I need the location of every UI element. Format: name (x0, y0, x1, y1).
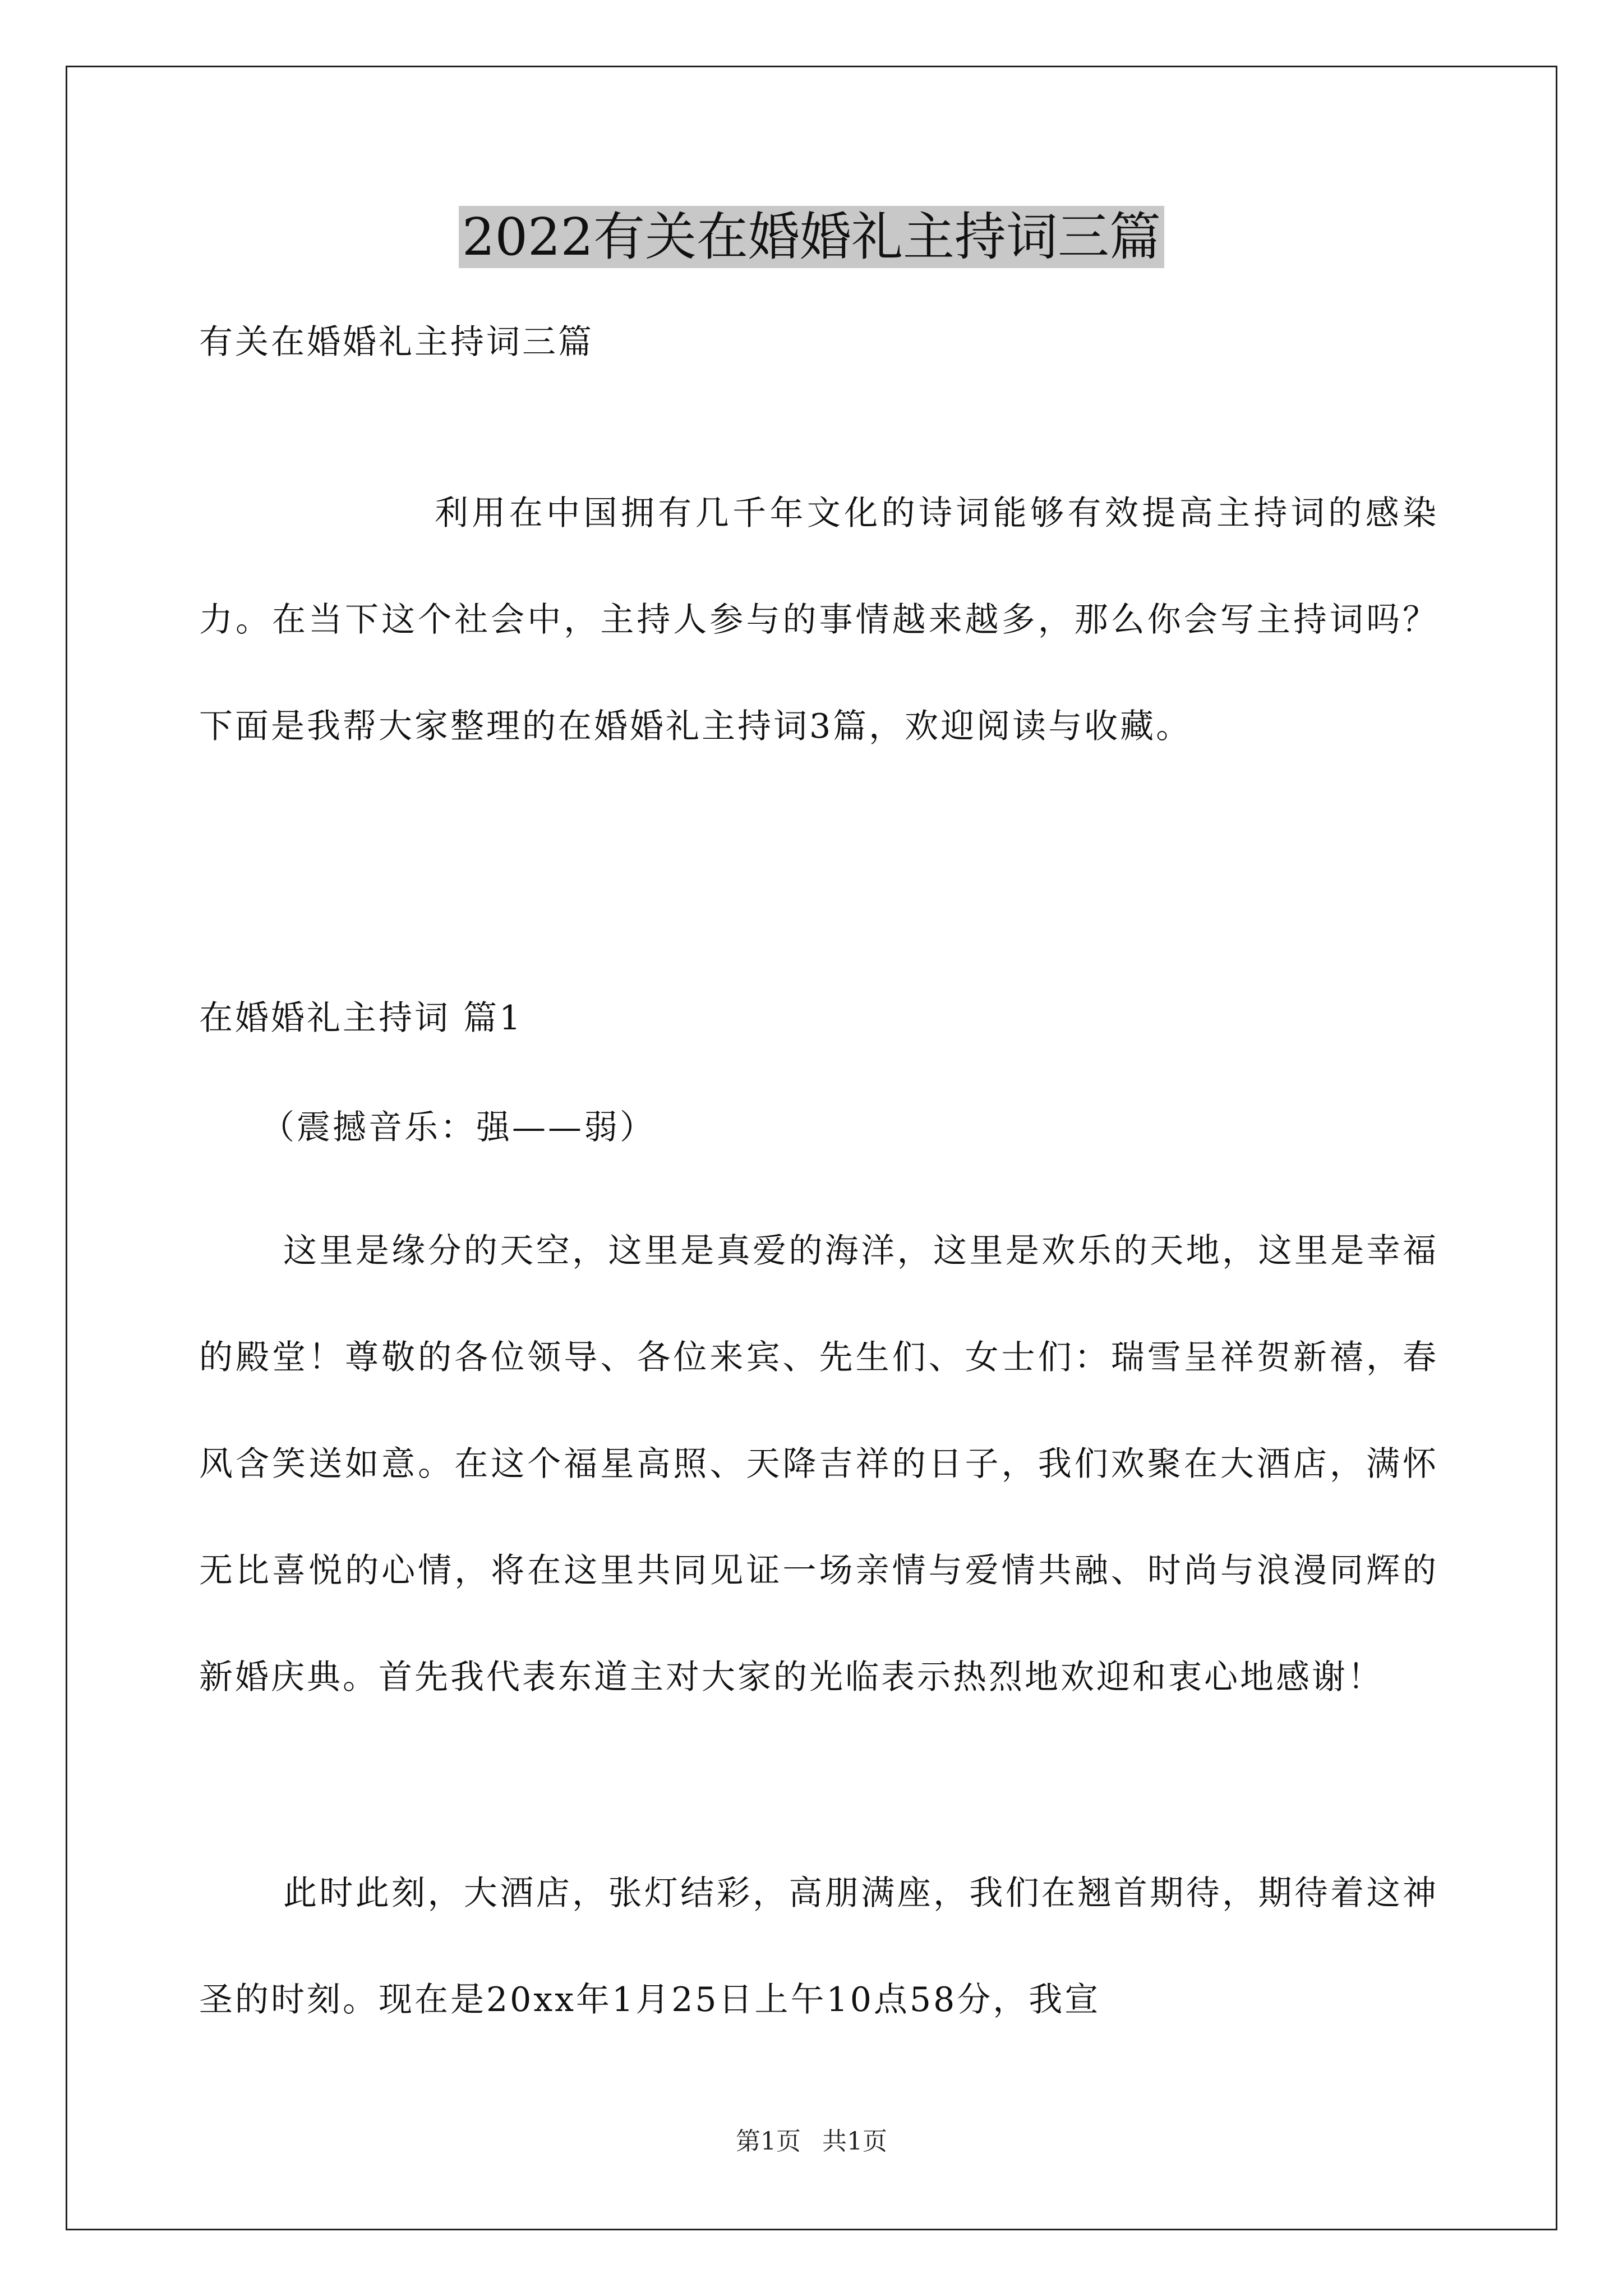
document-title (0, 198, 1623, 277)
section-heading: 在婚婚礼主持词 篇1 (199, 999, 523, 1038)
document-subtitle: 有关在婚婚礼主持词三篇 (199, 323, 594, 362)
body-paragraph-2: 此时此刻，大酒店，张灯结彩，高朋满座，我们在翘首期待，期待着这神圣的时刻。现在是20xx年1月25日上午10点58分，我宣 (199, 1874, 1438, 2019)
page-number: 第1页 (736, 2127, 801, 2156)
page-footer (0, 2125, 1623, 2159)
page-total: 共1页 (822, 2127, 887, 2156)
stage-direction: （震撼音乐：强——弱） (261, 1108, 656, 1147)
intro-paragraph: 利用在中国拥有几千年文化的诗词能够有效提高主持词的感染力。在当下这个社会中，主持人参与的事情越来越多，那么你会写主持词吗？下面是我帮大家整理的在婚婚礼主持词3篇，欢迎阅读与收藏。 (199, 494, 1438, 746)
body-paragraph-1: 这里是缘分的天空，这里是真爱的海洋，这里是欢乐的天地，这里是幸福的殿堂！尊敬的各位领导、各位来宾、先生们、女士们：瑞雪呈祥贺新禧，春风含笑送如意。在这个福星高照、天降吉祥的日子，我们欢聚在大酒店，满怀无比喜悦的心情，将在这里共同见证一场亲情与爱情共融、时尚与浪漫同辉的新婚庆典。首先我代表东道主对大家的光临表示热烈地欢迎和衷心地感谢！ (199, 1231, 1438, 1697)
title-text: 2022有关在婚婚礼主持词三篇 (459, 206, 1164, 268)
